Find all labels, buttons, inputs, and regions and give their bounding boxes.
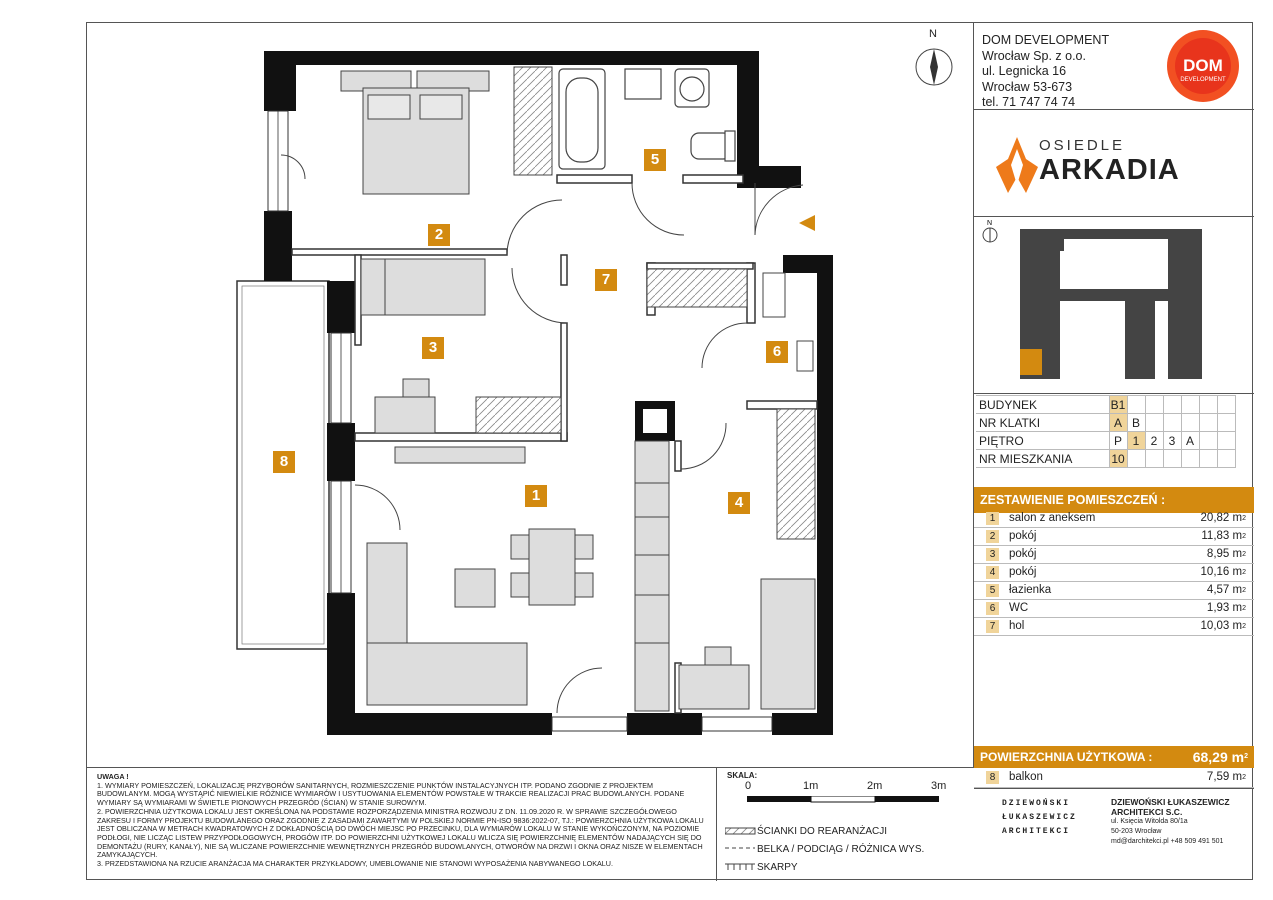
legend-beam: BELKA / PODCIĄG / RÓŻNICA WYS. xyxy=(757,844,925,855)
developer-phone: tel. 71 747 74 74 xyxy=(982,95,1076,109)
room-tag-4: 4 xyxy=(728,492,750,514)
usable-area-value: 68,29 m xyxy=(1192,749,1245,765)
pietro-p: P xyxy=(1109,432,1127,450)
project-small-name: OSIEDLE xyxy=(1039,137,1126,154)
sheet xyxy=(86,22,1253,880)
scale-tick-2: 2m xyxy=(867,780,883,792)
svg-text:DEVELOPMENT: DEVELOPMENT xyxy=(1180,77,1226,83)
budynek-value: B1 xyxy=(1110,397,1126,412)
room-list xyxy=(974,510,1254,636)
room-row: 4 pokój 10,16 $m^2$ xyxy=(974,564,1254,582)
room-row: 1 salon z aneksem 20,82 $m^2$ xyxy=(974,510,1254,528)
usable-area-label: POWIERZCHNIA UŻYTKOWA : xyxy=(980,750,1153,764)
room-tag-6: 6 xyxy=(766,341,788,363)
pietro-3: 3 xyxy=(1163,432,1181,450)
legend-partitions: ŚCIANKI DO REARANŻACJI xyxy=(757,826,888,837)
arkadia-flame-icon xyxy=(996,137,1038,193)
room-tag-7: 7 xyxy=(595,269,617,291)
architect-details: DZIEWOŃSKI ŁUKASZEWICZ ARCHITEKCI S.C. ul. Księcia Witolda 80/1a 50-203 Wrocław md@darchitekci.pl +48 509 491 501 xyxy=(1111,797,1230,845)
project-name: ARKADIA xyxy=(1039,154,1180,186)
project-logo xyxy=(974,119,1254,216)
mieszkanie-value: 10 xyxy=(1109,450,1127,468)
entrance-arrow-icon xyxy=(799,215,815,231)
site-key-plan xyxy=(980,219,1254,391)
note-3: 3. PRZEDSTAWIONA NA RZUCIE ARANŻACJA MA CHARAKTER PRZYKŁADOWY, UMEBLOWANIE NIE STANOWI WYPOSAŻENIA NABYWANEGO LOKALU. xyxy=(97,859,613,869)
info-panel xyxy=(974,23,1254,881)
legend-slopes: SKARPY xyxy=(757,862,798,873)
room-tag-5: 5 xyxy=(644,149,666,171)
room-row: 7 hol 10,03 $m^2$ xyxy=(974,618,1254,636)
scale-bar xyxy=(747,796,947,804)
label-budynek: BUDYNEK xyxy=(976,396,1109,414)
compass-icon xyxy=(916,49,952,85)
label-mieszkanie: NR MIESZKANIA xyxy=(976,450,1109,468)
scale-label: SKALA: xyxy=(727,771,758,780)
klatka-a: A xyxy=(1109,414,1127,432)
balcony-row: 8 balkon 7,59 $m^2$ xyxy=(974,768,1254,788)
svg-text:N: N xyxy=(987,220,993,227)
developer-city: Wrocław 53-673 xyxy=(982,79,1073,94)
pietro-a: A xyxy=(1181,432,1199,450)
developer-address xyxy=(982,33,1109,111)
architect-block xyxy=(974,788,1254,881)
floor-plan-drawing xyxy=(87,23,974,768)
pietro-2: 2 xyxy=(1145,432,1163,450)
pietro-1: 1 xyxy=(1127,432,1145,450)
scale-tick-1: 1m xyxy=(803,780,819,792)
note-2: 2. POWIERZCHNIA UŻYTKOWA LOKALU JEST OKREŚLONA NA PODSTAWIE ROZPORZĄDZENIA MINISTRA ROZWOJU Z DN. 11.09.2020 R. W SPRAWIE SZCZEGÓŁOWEGO ZAKRESU I FORMY PROJEKTU BUDOWLANEGO ORAZ ZGODNIE Z ZASADAMI ZAWARTYMI W POLSKIEJ NORMIE PN-ISO 9836:2022-07, TJ.: POWIERZCHNIA UŻYTKOWA LOKALU JEST OBLICZANA W METRACH KWADRATOWYCH Z DOKŁADNOŚCIĄ DO DWÓCH MIEJSC PO PRZECINKU, DLA WYMIARÓW LOKALU W STANIE WYKOŃCZONYM, NA POZIOMIE PODŁOGI, NIE LICZĄC LISTEW PRZYPODŁOGOWYCH, PROGÓW ITP. DO POWIERZCHNI UŻYTKOWEJ LOKALU WLICZA SIĘ POWIERZCHNIĘ ELEMENTÓW NADAJĄCYCH SIĘ DO DEMONTAŻU (RURY, KANAŁY), NIE SĄ WLICZANE POWIERZCHNIE WEWNĘTRZNYCH PRZEGRÓD BUDOWLANYCH, OTWORÓW NA DRZWI I OKNA ORAZ NISZE W ELEMENTACH ZAMYKAJĄCYCH. xyxy=(97,806,704,860)
svg-text:DOM: DOM xyxy=(1183,56,1223,75)
developer-street: ul. Legnicka 16 xyxy=(982,64,1067,78)
scale-tick-3: 3m xyxy=(931,780,947,792)
floor-plan xyxy=(87,23,974,768)
scale-block xyxy=(717,768,974,881)
unit-info-table xyxy=(976,395,1236,468)
room-tag-2: 2 xyxy=(428,224,450,246)
room-row: 6 WC 1,93 $m^2$ xyxy=(974,600,1254,618)
developer-name: DOM DEVELOPMENT xyxy=(982,33,1110,47)
label-pietro: PIĘTRO xyxy=(976,432,1109,450)
scale-tick-0: 0 xyxy=(745,780,752,792)
room-row: 5 łazienka 4,57 $m^2$ xyxy=(974,582,1254,600)
label-klatka: NR KLATKI xyxy=(976,414,1109,432)
usable-area: POWIERZCHNIA UŻYTKOWA : 68,29 $m^2$ xyxy=(974,746,1254,768)
summary-title: ZESTAWIENIE POMIESZCZEŃ : xyxy=(974,487,1254,513)
klatka-b: B xyxy=(1127,414,1145,432)
developer-company: Wrocław Sp. z o.o. xyxy=(982,48,1086,63)
dom-development-logo xyxy=(1162,29,1244,103)
notes-title: UWAGA ! xyxy=(97,772,129,781)
room-row: 2 pokój 11,83 $m^2$ xyxy=(974,528,1254,546)
compass-label: N xyxy=(929,28,937,40)
room-tag-8: 8 xyxy=(273,451,295,473)
room-tag-1: 1 xyxy=(525,485,547,507)
notes-block xyxy=(87,768,717,881)
note-1: 1. WYMIARY POMIESZCZEŃ, LOKALIZACJĘ PRZYBORÓW SANITARNYCH, ROZMIESZCZENIE PUNKTÓW INSTALACYJNYCH ITP. PODANO ZGODNIE Z PROJEKTEM BUDOWLANYM. MOGĄ WYSTĄPIĆ NIEWIELKIE RÓŻNICE WYMIARÓW I USYTUOWANIA ELEMENTÓW POWSTAŁE W TRAKCIE REALIZACJI PRAC BUDOWLANYCH. PODANE WYMIARY SĄ WYMIARAMI W ŚWIETLE PIONOWYCH PRZEGRÓD (ŚCIAN) W STANIE SUROWYM. xyxy=(97,780,685,808)
room-row: 3 pokój 8,95 $m^2$ xyxy=(974,546,1254,564)
room-tag-3: 3 xyxy=(422,337,444,359)
architect-logo: DZIEWOŃSKI ŁUKASZEWICZ ARCHITEKCI xyxy=(1002,799,1077,836)
